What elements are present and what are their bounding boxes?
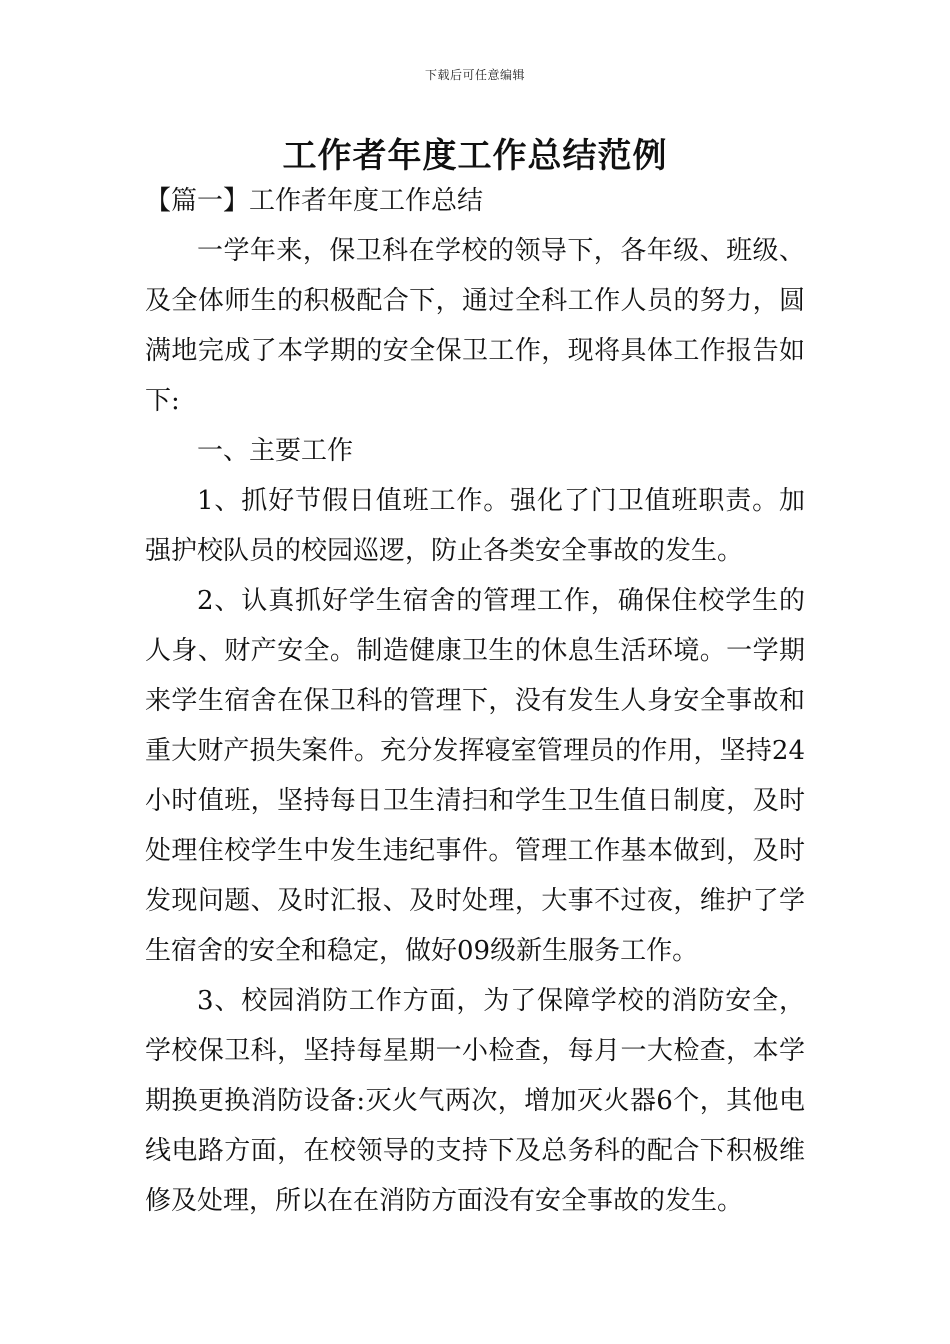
- document-title: 工作者年度工作总结范例: [282, 136, 668, 176]
- paragraph-item-2: 2、认真抓好学生宿舍的管理工作，确保住校学生的人身、财产安全。制造健康卫生的休息生活环境。一学期来学生宿舍在保卫科的管理下，没有发生人身安全事故和重大财产损失案件。充分发挥寝室管理员的作用，坚持24小时值班，坚持每日卫生清扫和学生卫生值日制度，及时处理住校学生中发生违纪事件。管理工作基本做到，及时发现问题、及时汇报、及时处理，大事不过夜，维护了学生宿舍的安全和稳定，做好09级新生服务工作。: [145, 586, 805, 966]
- paragraph-item-1: 1、抓好节假日值班工作。强化了门卫值班职责。加强护校队员的校园巡逻，防止各类安全事故的发生。: [145, 486, 805, 566]
- paragraph-item-3: 3、校园消防工作方面，为了保障学校的消防安全，学校保卫科，坚持每星期一小检查，每月一大检查，本学期换更换消防设备:灭火气两次，增加灭火器6个，其他电线电路方面，在校领导的支持下及总务科的配合下积极维修及处理，所以在在消防方面没有安全事故的发生。: [145, 986, 805, 1216]
- paragraph-subheading-main-work: 一、主要工作: [197, 436, 354, 466]
- header-note: 下载后可任意编辑: [424, 68, 525, 82]
- section-heading: 【篇一】工作者年度工作总结: [145, 186, 484, 216]
- document-body: [145, 176, 805, 1226]
- paragraph-intro: 一学年来，保卫科在学校的领导下，各年级、班级、及全体师生的积极配合下，通过全科工作人员的努力，圆满地完成了本学期的安全保卫工作，现将具体工作报告如下:: [145, 236, 805, 416]
